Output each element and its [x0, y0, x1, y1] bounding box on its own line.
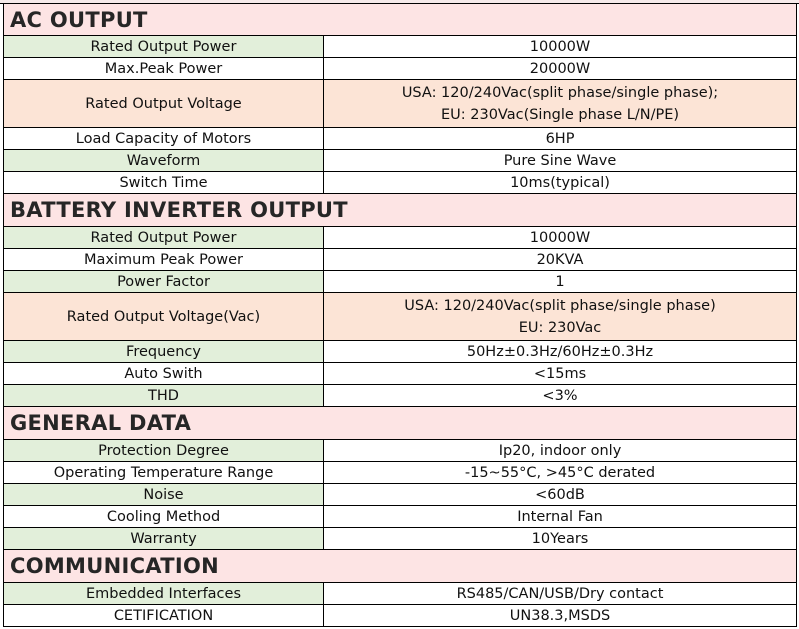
row-value: 20KVA: [324, 249, 796, 270]
table-row: [3, 150, 797, 172]
row-label: Operating Temperature Range: [4, 462, 324, 483]
row-label: Protection Degree: [4, 440, 324, 461]
table-row: [3, 462, 797, 484]
row-value: Internal Fan: [324, 506, 796, 527]
table-row: [3, 249, 797, 271]
table-row: [3, 128, 797, 150]
section-header-ac-output: [3, 4, 797, 36]
table-row: [3, 172, 797, 194]
section-header-battery-inverter-output: [3, 194, 797, 227]
row-label: Load Capacity of Motors: [4, 128, 324, 149]
row-value: 10000W: [324, 227, 796, 248]
table-row: [3, 506, 797, 528]
row-label: Rated Output Power: [4, 227, 324, 248]
row-label: Rated Output Voltage: [4, 80, 324, 127]
table-row: [3, 363, 797, 385]
section-title: AC OUTPUT: [10, 7, 148, 32]
row-label: Maximum Peak Power: [4, 249, 324, 270]
row-value: <3%: [324, 385, 796, 406]
section-header-communication: [3, 550, 797, 583]
table-row: [3, 528, 797, 550]
row-label: Switch Time: [4, 172, 324, 193]
table-row: [3, 341, 797, 363]
table-row: [3, 271, 797, 293]
row-value: -15~55°C, >45°C derated: [324, 462, 796, 483]
table-row: [3, 293, 797, 341]
row-value: UN38.3,MSDS: [324, 605, 796, 626]
value-line: EU: 230Vac: [518, 319, 602, 336]
row-label: Cooling Method: [4, 506, 324, 527]
table-row: [3, 440, 797, 462]
row-label: THD: [4, 385, 324, 406]
value-line: USA: 120/240Vac(split phase/single phase);: [401, 84, 719, 101]
row-label: Auto Swith: [4, 363, 324, 384]
row-value: Ip20, indoor only: [324, 440, 796, 461]
row-label: Max.Peak Power: [4, 58, 324, 79]
row-value: <15ms: [324, 363, 796, 384]
row-label: Power Factor: [4, 271, 324, 292]
table-row: [3, 583, 797, 605]
row-label: Embedded Interfaces: [4, 583, 324, 604]
row-value: 1: [324, 271, 796, 292]
section-title: BATTERY INVERTER OUTPUT: [10, 198, 348, 222]
table-row: [3, 227, 797, 249]
row-label: Frequency: [4, 341, 324, 362]
row-value: [324, 80, 796, 127]
row-label: Noise: [4, 484, 324, 505]
row-value: [324, 293, 796, 340]
table-row: [3, 605, 797, 627]
row-value: 10Years: [324, 528, 796, 549]
section-title: COMMUNICATION: [10, 554, 219, 578]
row-label: Rated Output Power: [4, 36, 324, 57]
row-label: CETIFICATION: [4, 605, 324, 626]
row-value: RS485/CAN/USB/Dry contact: [324, 583, 796, 604]
table-row: [3, 36, 797, 58]
table-row: [3, 80, 797, 128]
row-value: 6HP: [324, 128, 796, 149]
row-value: Pure Sine Wave: [324, 150, 796, 171]
row-label: Warranty: [4, 528, 324, 549]
row-label: Rated Output Voltage(Vac): [4, 293, 324, 340]
row-value: 50Hz±0.3Hz/60Hz±0.3Hz: [324, 341, 796, 362]
section-title: GENERAL DATA: [10, 411, 192, 435]
row-value: 10000W: [324, 36, 796, 57]
value-line: EU: 230Vac(Single phase L/N/PE): [440, 106, 680, 123]
value-line: USA: 120/240Vac(split phase/single phase): [404, 297, 716, 314]
row-value: 10ms(typical): [324, 172, 796, 193]
table-row: [3, 385, 797, 407]
row-value: <60dB: [324, 484, 796, 505]
section-header-general-data: [3, 407, 797, 440]
table-row: [3, 58, 797, 80]
row-label: Waveform: [4, 150, 324, 171]
table-row: [3, 484, 797, 506]
row-value: 20000W: [324, 58, 796, 79]
